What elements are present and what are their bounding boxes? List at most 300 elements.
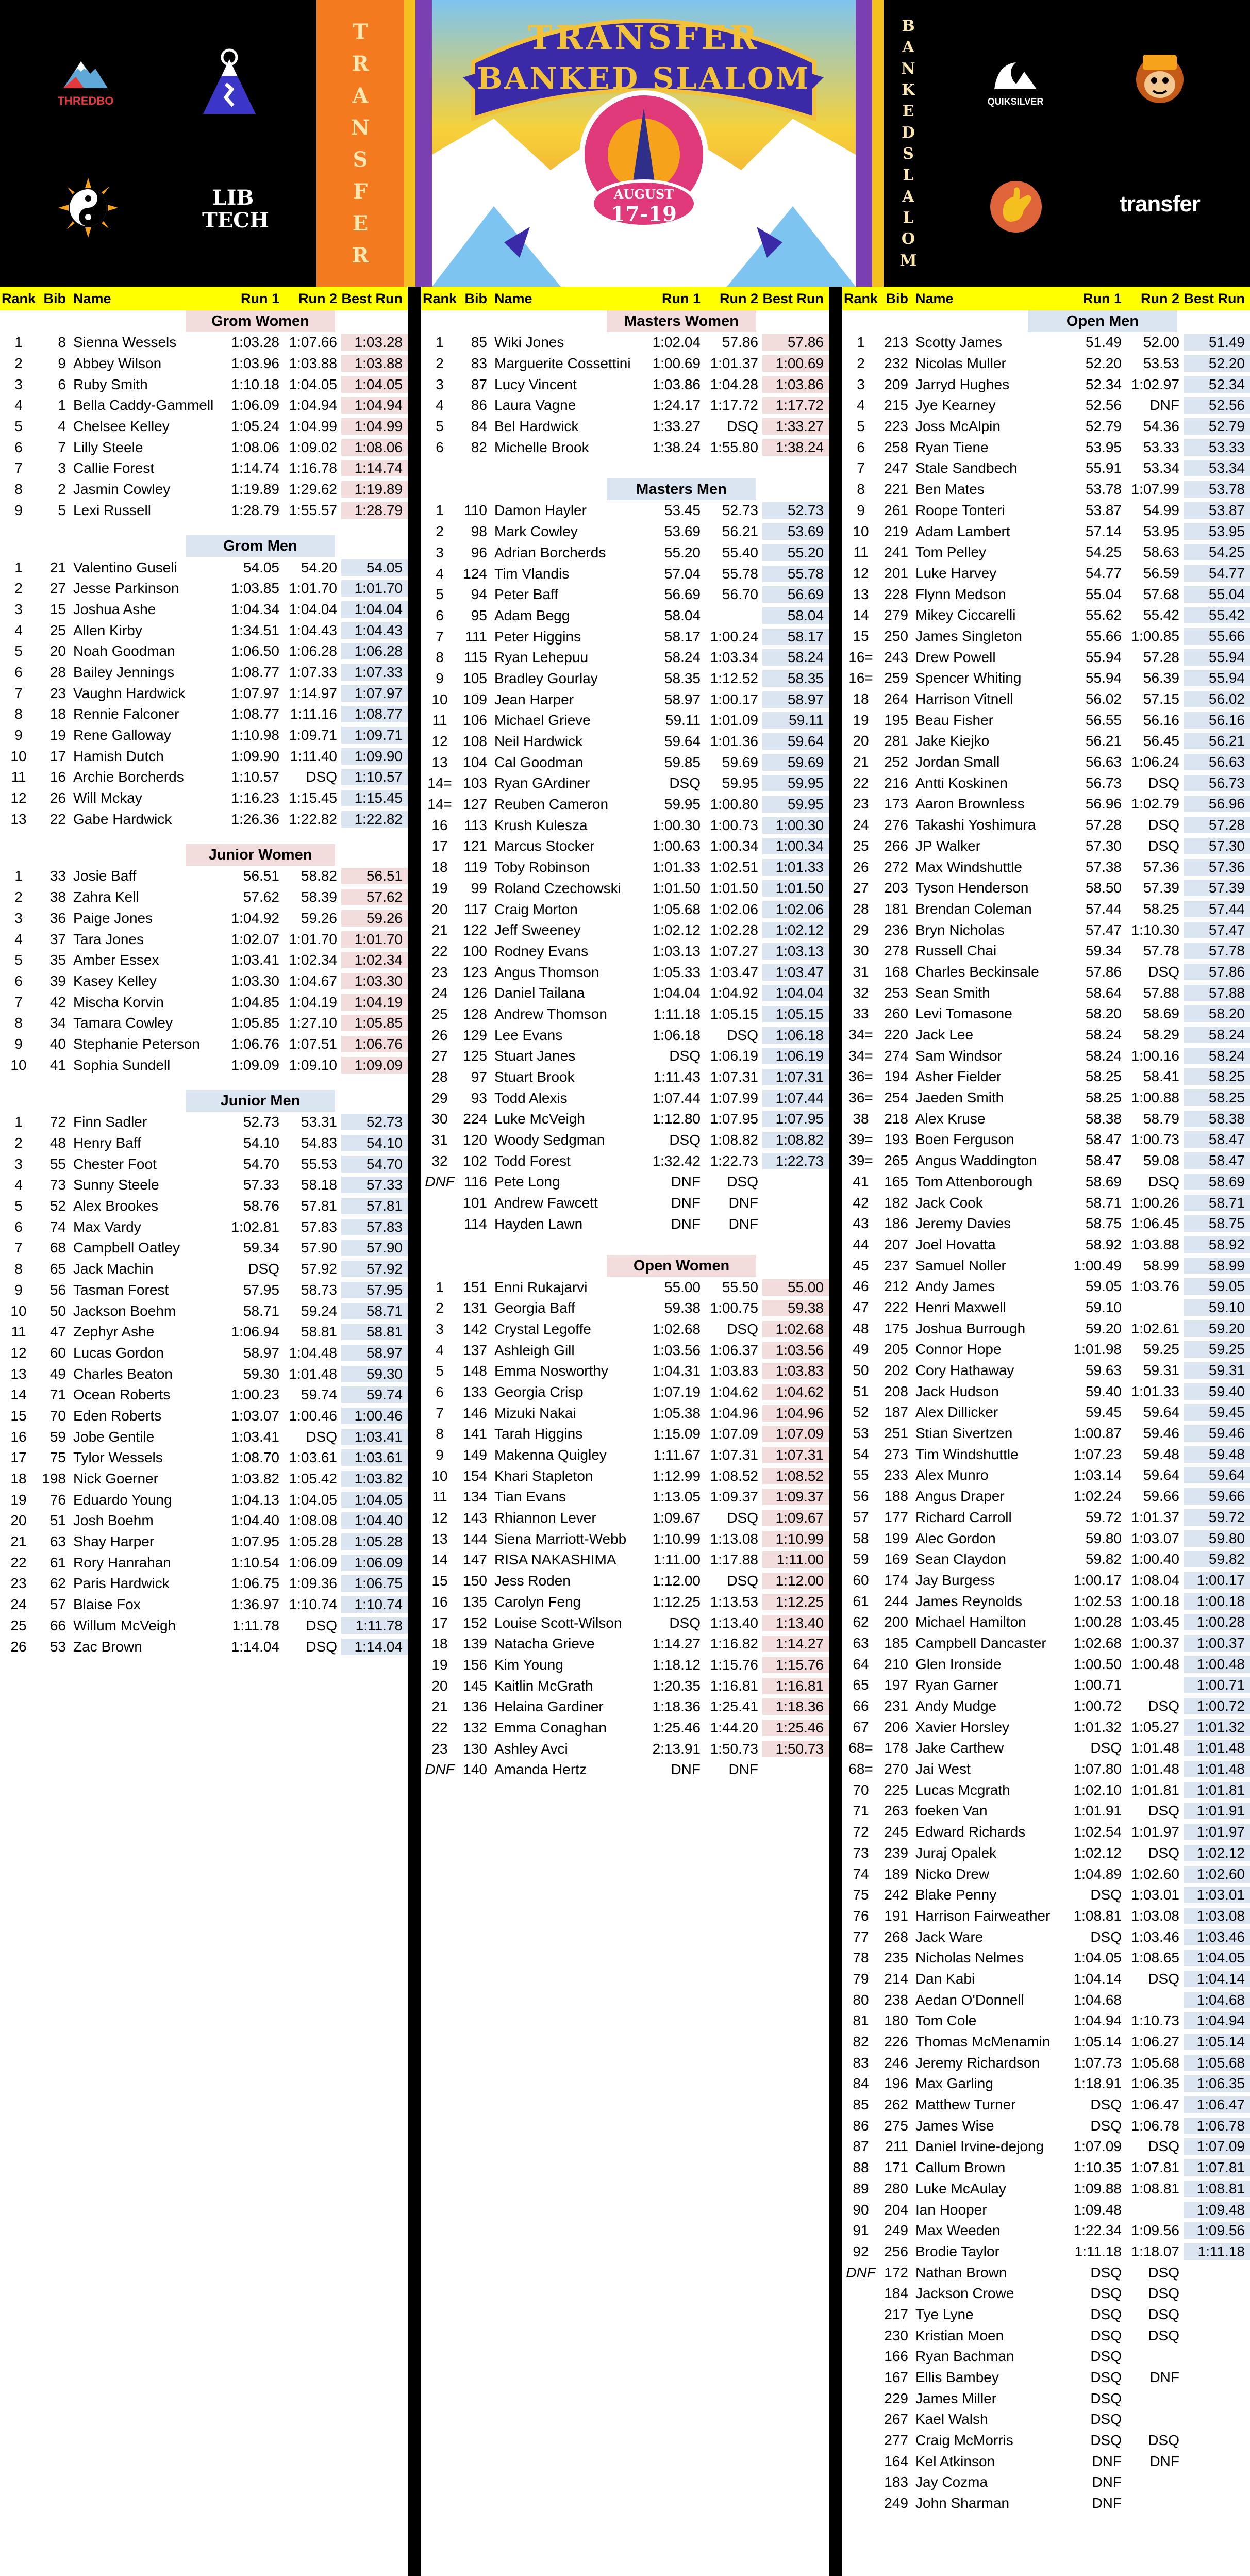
name-cell: Tian Evans xyxy=(494,1489,566,1505)
run1-cell: 1:05.33 xyxy=(652,964,701,980)
result-row xyxy=(421,1150,829,1171)
result-row xyxy=(0,620,408,641)
result-row xyxy=(842,1444,1250,1465)
best-run-cell: 54.05 xyxy=(341,559,408,576)
bib-cell: 83 xyxy=(471,355,487,372)
best-run-cell: 53.33 xyxy=(1184,439,1250,456)
run2-cell: DSQ xyxy=(1148,1844,1179,1861)
run1-cell: 1:36.97 xyxy=(231,1596,279,1613)
run2-cell: 1:02.28 xyxy=(710,922,758,938)
header-rank: Rank xyxy=(843,290,878,306)
rank-cell: 31 xyxy=(853,963,869,980)
run2-cell: 1:06.78 xyxy=(1131,2117,1179,2134)
result-row xyxy=(842,1360,1250,1381)
result-row xyxy=(842,709,1250,731)
result-row xyxy=(0,1573,408,1594)
category-title: Masters Men xyxy=(607,478,756,500)
bib-cell: 136 xyxy=(463,1698,487,1715)
bib-cell: 70 xyxy=(49,1407,66,1424)
rank-cell: 72 xyxy=(853,1824,869,1840)
run2-cell: 1:01.48 xyxy=(1131,1740,1179,1756)
name-cell: Paris Hardwick xyxy=(73,1575,170,1592)
result-row xyxy=(842,2304,1250,2325)
category-title: Grom Women xyxy=(186,310,335,332)
rank-cell: 91 xyxy=(853,2222,869,2239)
rank-cell: 11 xyxy=(11,1324,26,1340)
name-cell: Max Vardy xyxy=(73,1218,141,1235)
run2-cell: DSQ xyxy=(727,1320,758,1337)
run2-cell: 1:01.70 xyxy=(289,931,337,947)
name-cell: Eden Roberts xyxy=(73,1407,162,1424)
bib-cell: 41 xyxy=(49,1056,66,1073)
best-run-cell: 59.82 xyxy=(1184,1551,1250,1567)
bib-cell: 182 xyxy=(884,1194,908,1211)
result-row xyxy=(421,1738,829,1759)
rank-cell: 6 xyxy=(436,1383,444,1400)
rank-cell: 21 xyxy=(431,1698,448,1715)
poster-title: TRANSFER xyxy=(527,19,760,57)
run1-cell: 1:04.89 xyxy=(1073,1865,1122,1882)
best-run-cell: 1:00.69 xyxy=(762,355,829,372)
name-cell: Jesse Parkinson xyxy=(73,580,179,597)
run2-cell: 1:07.27 xyxy=(710,943,758,959)
best-run-cell: 1:09.56 xyxy=(1184,2222,1250,2239)
bib-cell: 208 xyxy=(884,1383,908,1399)
result-row xyxy=(842,2199,1250,2220)
result-row xyxy=(421,836,829,857)
run2-cell: 1:11.40 xyxy=(290,748,337,764)
bib-cell: 204 xyxy=(884,2201,908,2218)
run2-cell: DSQ xyxy=(1148,1803,1179,1819)
best-run-cell: 1:28.79 xyxy=(341,502,408,519)
run2-cell: 1:02.06 xyxy=(710,901,758,917)
run1-cell: 1:12.00 xyxy=(652,1573,701,1589)
bib-cell: 165 xyxy=(884,1173,908,1190)
result-row xyxy=(842,919,1250,940)
rank-cell: 34= xyxy=(848,1047,873,1064)
name-cell: Tarah Higgins xyxy=(494,1426,583,1442)
bib-cell: 146 xyxy=(463,1405,487,1421)
bib-cell: 261 xyxy=(884,502,908,518)
run1-cell: DSQ xyxy=(1090,2096,1122,2113)
bib-cell: 275 xyxy=(884,2117,908,2134)
best-run-cell: 56.63 xyxy=(1184,754,1250,770)
result-row xyxy=(842,1654,1250,1675)
bib-cell: 236 xyxy=(884,921,908,938)
run1-cell: 1:00.50 xyxy=(1073,1656,1122,1672)
result-row xyxy=(842,416,1250,437)
best-run-cell: 52.73 xyxy=(341,1114,408,1130)
result-row xyxy=(842,2388,1250,2409)
best-run-cell: 52.79 xyxy=(1184,418,1250,435)
name-cell: Scotty James xyxy=(915,334,1003,351)
bib-cell: 202 xyxy=(884,1362,908,1379)
best-run-cell: 59.64 xyxy=(762,733,829,750)
bib-cell: 223 xyxy=(884,418,908,435)
result-row xyxy=(842,899,1250,920)
rank-cell: 6 xyxy=(14,439,23,455)
result-row xyxy=(0,395,408,416)
best-run-cell: 1:07.09 xyxy=(762,1426,829,1442)
quiksilver-text: QUIKSILVER xyxy=(987,96,1044,107)
run1-cell: 53.45 xyxy=(664,502,701,519)
rank-cell: 67 xyxy=(853,1719,869,1735)
result-row xyxy=(842,1969,1250,1990)
bib-cell: 1 xyxy=(58,397,66,414)
bib-cell: 225 xyxy=(884,1781,908,1798)
rank-cell: 3 xyxy=(14,601,23,617)
name-cell: Amber Essex xyxy=(73,952,159,968)
name-cell: Ryan Tiene xyxy=(915,439,989,455)
best-run-cell: 55.42 xyxy=(1184,607,1250,623)
result-row xyxy=(842,1863,1250,1885)
run2-cell: 1:13.53 xyxy=(710,1593,758,1610)
best-run-cell: 1:08.81 xyxy=(1184,2181,1250,2197)
run1-cell: 1:07.97 xyxy=(231,685,279,701)
bib-cell: 51 xyxy=(49,1512,66,1529)
name-cell: Ben Mates xyxy=(915,481,985,498)
best-run-cell: 1:03.46 xyxy=(1184,1929,1250,1945)
bib-cell: 23 xyxy=(49,685,66,701)
run2-cell: DSQ xyxy=(1148,2138,1179,2155)
run2-cell: 1:00.16 xyxy=(1131,1047,1179,1064)
result-row xyxy=(421,1592,829,1613)
rank-cell: 16= xyxy=(848,670,873,686)
name-cell: Andy James xyxy=(915,1278,995,1295)
run2-cell: 1:01.97 xyxy=(1131,1824,1179,1840)
result-row xyxy=(0,662,408,683)
bib-cell: 18 xyxy=(49,706,66,722)
bib-cell: 220 xyxy=(884,1027,908,1043)
bib-cell: 254 xyxy=(884,1089,908,1106)
rank-cell: 48 xyxy=(853,1320,869,1336)
run2-cell: 1:06.45 xyxy=(1131,1215,1179,1232)
result-row xyxy=(842,500,1250,521)
run1-cell: DSQ xyxy=(1090,2390,1122,2406)
rank-cell: 13 xyxy=(431,1530,448,1547)
run1-cell: 1:11.78 xyxy=(232,1617,279,1633)
run1-cell: 1:03.07 xyxy=(231,1407,279,1424)
run1-cell: DSQ xyxy=(1090,2117,1122,2134)
result-row xyxy=(0,1468,408,1490)
name-cell: Archie Borcherds xyxy=(73,769,184,785)
rank-cell: 39= xyxy=(848,1131,873,1148)
run1-cell: 58.24 xyxy=(1085,1047,1122,1064)
best-run-cell: 52.73 xyxy=(762,502,829,519)
bib-cell: 231 xyxy=(884,1698,908,1714)
name-cell: Thomas McMenamin xyxy=(915,2034,1051,2050)
bib-cell: 263 xyxy=(884,1803,908,1819)
run2-cell: 58.69 xyxy=(1143,1005,1179,1022)
name-cell: Glen Ironside xyxy=(915,1656,1002,1672)
bib-cell: 262 xyxy=(884,2096,908,2113)
run2-cell: 1:22.82 xyxy=(289,811,337,827)
bib-cell: 235 xyxy=(884,1950,908,1966)
result-row xyxy=(421,500,829,521)
name-cell: Mischa Korvin xyxy=(73,994,164,1010)
best-run-cell: 1:07.09 xyxy=(1184,2138,1250,2155)
run1-cell: 1:03.41 xyxy=(231,952,279,968)
run2-cell: 56.45 xyxy=(1143,733,1179,749)
best-run-cell: 59.40 xyxy=(1184,1383,1250,1400)
run2-cell: 1:02.97 xyxy=(1131,376,1179,392)
rank-cell: 81 xyxy=(853,2012,869,2029)
header-bib: Bib xyxy=(43,290,66,306)
best-run-cell: 57.88 xyxy=(1184,985,1250,1001)
bib-cell: 130 xyxy=(463,1740,487,1757)
name-cell: Chester Foot xyxy=(73,1155,157,1172)
bib-cell: 201 xyxy=(884,565,908,581)
run1-cell: 56.51 xyxy=(243,868,279,884)
run2-cell: 1:08.82 xyxy=(710,1132,758,1148)
name-cell: Shay Harper xyxy=(73,1533,155,1550)
run2-cell: 57.78 xyxy=(1143,943,1179,959)
best-run-cell: 53.69 xyxy=(762,523,829,540)
result-row xyxy=(842,1402,1250,1423)
rank-cell: 12 xyxy=(10,1344,27,1361)
name-cell: Ian Hooper xyxy=(915,2201,987,2218)
name-cell: Paige Jones xyxy=(73,910,153,926)
category-title: Masters Women xyxy=(607,310,756,332)
run1-cell: 52.20 xyxy=(1085,355,1122,372)
best-run-cell: 1:07.31 xyxy=(762,1069,829,1085)
run1-cell: 55.04 xyxy=(1085,586,1122,602)
name-cell: Tamara Cowley xyxy=(73,1015,173,1031)
bib-cell: 85 xyxy=(471,334,487,351)
run2-cell: 1:16.81 xyxy=(710,1677,758,1694)
run2-cell: 1:07.81 xyxy=(1131,2159,1179,2176)
bib-cell: 148 xyxy=(463,1363,487,1379)
logo-monkey xyxy=(1126,44,1193,111)
run2-cell: 1:29.62 xyxy=(289,481,337,498)
rank-cell: 7 xyxy=(14,994,23,1010)
result-row xyxy=(842,2409,1250,2430)
rank-cell: 83 xyxy=(853,2054,869,2071)
result-row xyxy=(842,1255,1250,1276)
rank-cell: 56 xyxy=(853,1488,869,1505)
run2-cell: 1:10.73 xyxy=(1131,2012,1179,2029)
run2-cell: 1:03.45 xyxy=(1131,1614,1179,1630)
shaka-hand-icon xyxy=(988,178,1044,235)
run2-cell: 1:04.28 xyxy=(710,376,758,392)
name-cell: Nicko Drew xyxy=(915,1865,990,1882)
run2-cell: 1:10.30 xyxy=(1131,921,1179,938)
best-run-cell: 1:06.09 xyxy=(341,1555,408,1571)
name-cell: Campbell Oatley xyxy=(73,1240,180,1256)
result-row xyxy=(842,2430,1250,2451)
name-cell: Jean Harper xyxy=(494,691,574,707)
result-row xyxy=(421,1361,829,1382)
header-name: Name xyxy=(73,290,111,306)
bib-cell: 34 xyxy=(49,1015,66,1031)
run1-cell: 1:10.98 xyxy=(231,727,279,744)
run2-cell: 1:00.24 xyxy=(710,628,758,645)
bib-cell: 126 xyxy=(463,985,487,1001)
run1-cell: 1:03.85 xyxy=(231,580,279,597)
bib-cell: 281 xyxy=(884,733,908,749)
run2-cell: 1:05.42 xyxy=(289,1471,337,1487)
rank-cell: 22 xyxy=(431,943,448,959)
run2-cell: 1:09.56 xyxy=(1131,2222,1179,2239)
result-row xyxy=(842,437,1250,458)
rank-cell: 4 xyxy=(436,397,444,414)
name-cell: Angus Waddington xyxy=(915,1152,1037,1169)
name-cell: Henri Maxwell xyxy=(915,1299,1006,1315)
run1-cell: 1:22.34 xyxy=(1073,2222,1122,2239)
bib-cell: 277 xyxy=(884,2432,908,2449)
result-row xyxy=(421,1004,829,1025)
best-run-cell: 57.90 xyxy=(341,1240,408,1256)
best-run-cell: 1:07.44 xyxy=(762,1090,829,1107)
wave-mountain-icon xyxy=(992,59,1039,91)
result-row xyxy=(421,878,829,899)
bib-cell: 210 xyxy=(884,1656,908,1672)
rank-cell: 34= xyxy=(848,1027,873,1043)
rank-cell: 54 xyxy=(853,1446,869,1462)
result-row xyxy=(0,1384,408,1406)
run2-cell: 56.70 xyxy=(722,586,758,603)
rank-cell: 15 xyxy=(10,1407,27,1424)
bib-cell: 211 xyxy=(885,2138,908,2155)
best-run-cell: 1:13.40 xyxy=(762,1615,829,1631)
rank-cell: 58 xyxy=(853,1530,869,1546)
rank-cell: 25 xyxy=(853,837,869,854)
name-cell: Cory Hathaway xyxy=(915,1362,1014,1379)
rank-cell: 14= xyxy=(427,796,452,813)
name-cell: Damon Hayler xyxy=(494,502,587,519)
event-poster xyxy=(432,0,856,287)
run1-cell: 1:10.57 xyxy=(231,769,279,785)
rank-cell: 21 xyxy=(431,922,448,938)
bib-cell: 96 xyxy=(471,544,487,560)
rank-cell: 68= xyxy=(848,1761,873,1777)
run2-cell: 1:01.37 xyxy=(1131,1509,1179,1525)
best-run-cell: 59.64 xyxy=(1184,1467,1250,1483)
run2-cell: 1:05.68 xyxy=(1131,2054,1179,2071)
header-name: Name xyxy=(494,290,532,306)
best-run-cell: 1:18.36 xyxy=(762,1698,829,1715)
rank-cell: 13 xyxy=(10,811,27,827)
result-row xyxy=(842,479,1250,500)
name-cell: Joshua Ashe xyxy=(73,601,156,617)
name-cell: Jack Cook xyxy=(915,1194,983,1211)
name-cell: Jeremy Richardson xyxy=(915,2054,1040,2071)
bib-cell: 154 xyxy=(463,1467,487,1484)
bib-cell: 264 xyxy=(884,691,908,707)
rank-cell: 33 xyxy=(853,1005,869,1022)
bib-cell: 222 xyxy=(884,1299,908,1315)
run1-cell: 59.38 xyxy=(664,1300,701,1316)
run1-cell: 58.64 xyxy=(1085,984,1122,1001)
best-run-cell: 1:06.19 xyxy=(762,1048,829,1064)
bib-cell: 184 xyxy=(884,2285,908,2302)
name-cell: Stale Sandbech xyxy=(915,460,1018,476)
bib-cell: 39 xyxy=(49,972,66,989)
bib-cell: 71 xyxy=(49,1386,66,1403)
rank-cell: 30 xyxy=(431,1111,448,1127)
bib-cell: 145 xyxy=(463,1677,487,1694)
bib-cell: 164 xyxy=(884,2453,908,2469)
run2-cell: 58.73 xyxy=(301,1281,337,1298)
name-cell: James Singleton xyxy=(915,628,1023,644)
best-run-cell: 58.71 xyxy=(1184,1195,1250,1211)
result-row xyxy=(0,1216,408,1237)
name-cell: Jay Burgess xyxy=(915,1572,995,1588)
bib-cell: 4 xyxy=(58,418,66,435)
name-cell: Lee Evans xyxy=(494,1027,563,1043)
best-run-cell: 1:03.01 xyxy=(1184,1887,1250,1903)
name-cell: Charles Beckinsale xyxy=(915,963,1039,980)
name-cell: Tasman Forest xyxy=(73,1281,169,1298)
best-run-cell: 1:08.77 xyxy=(341,706,408,722)
run1-cell: 1:06.50 xyxy=(231,643,279,659)
run2-cell: DSQ xyxy=(306,1428,337,1445)
run2-cell: 1:17.72 xyxy=(710,397,758,414)
result-row xyxy=(842,353,1250,374)
best-run-cell: 55.66 xyxy=(1184,628,1250,645)
name-cell: Nathan Brown xyxy=(915,2264,1007,2281)
name-cell: Takashi Yoshimura xyxy=(915,817,1036,833)
run2-cell: DSQ xyxy=(1148,1970,1179,1987)
run2-cell: 1:00.88 xyxy=(1131,1089,1179,1106)
name-cell: Rennie Falconer xyxy=(73,706,179,722)
logo-libtech xyxy=(192,184,274,235)
bib-cell: 268 xyxy=(884,1928,908,1945)
run1-cell: 59.34 xyxy=(1085,943,1122,959)
run1-cell: 59.20 xyxy=(1085,1320,1122,1336)
run1-cell: 1:09.88 xyxy=(1073,2180,1122,2197)
run2-cell: 1:04.94 xyxy=(289,397,337,414)
rank-cell: 4 xyxy=(436,565,444,582)
bib-cell: 33 xyxy=(49,868,66,884)
best-run-cell: 1:06.28 xyxy=(341,643,408,659)
name-cell: Russell Chai xyxy=(915,943,997,959)
result-row xyxy=(842,1171,1250,1193)
run1-cell: 58.47 xyxy=(1085,1152,1122,1169)
run2-cell: 53.31 xyxy=(301,1114,337,1130)
result-row xyxy=(421,1067,829,1088)
run1-cell: 1:03.56 xyxy=(652,1342,701,1358)
bib-cell: 280 xyxy=(884,2180,908,2197)
name-cell: Stuart Brook xyxy=(494,1069,575,1085)
best-run-cell: 1:22.82 xyxy=(341,811,408,828)
result-row xyxy=(0,353,408,374)
best-run-cell: 59.66 xyxy=(1184,1488,1250,1505)
run2-cell: 1:08.08 xyxy=(289,1512,337,1529)
result-row xyxy=(842,2032,1250,2053)
run1-cell: 1:09.67 xyxy=(652,1510,701,1526)
best-run-cell: 1:07.33 xyxy=(341,664,408,681)
name-cell: Marguerite Cossettini xyxy=(494,355,631,372)
best-run-cell: 53.78 xyxy=(1184,481,1250,498)
run1-cell: 1:10.18 xyxy=(231,376,279,392)
rank-cell: 4 xyxy=(14,1177,23,1193)
rank-cell: 36= xyxy=(848,1068,873,1085)
run2-cell: 1:03.83 xyxy=(710,1363,758,1379)
run1-cell: 1:00.28 xyxy=(1073,1614,1122,1630)
best-run-cell: 58.92 xyxy=(1184,1236,1250,1253)
rank-cell: 9 xyxy=(14,1035,23,1052)
best-run-cell: 1:03.86 xyxy=(762,376,829,393)
rank-cell: 29 xyxy=(431,1089,448,1106)
name-cell: Levi Tomasone xyxy=(915,1005,1012,1022)
result-row xyxy=(842,1633,1250,1654)
result-row xyxy=(842,626,1250,647)
name-cell: Jarryd Hughes xyxy=(915,376,1010,392)
best-run-cell: 57.39 xyxy=(1184,880,1250,896)
name-cell: Jeff Sweeney xyxy=(494,922,581,938)
result-row xyxy=(0,1531,408,1553)
